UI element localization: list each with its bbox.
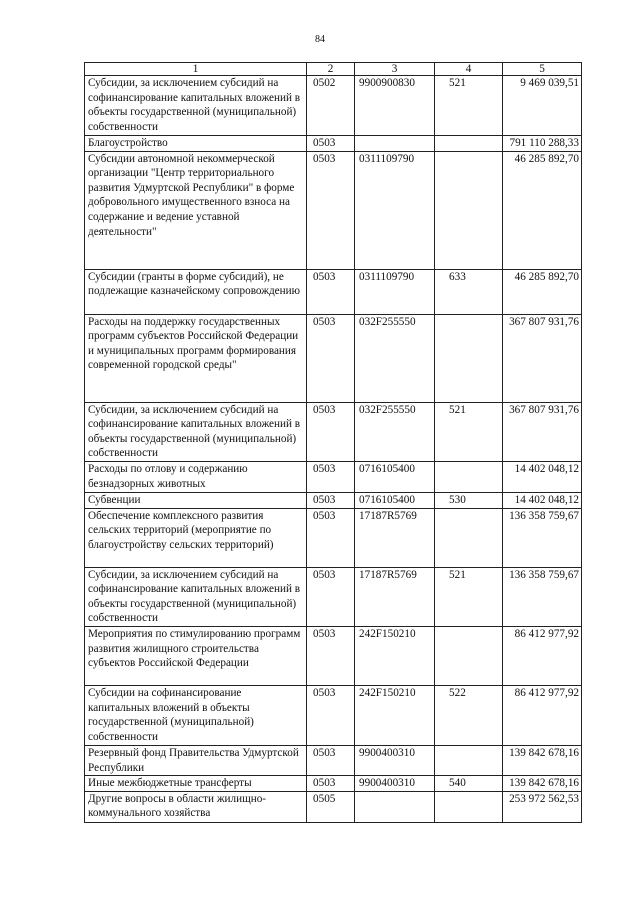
amount-cell: 86 412 977,92 [503,626,582,685]
header-col-1: 1 [85,63,307,76]
item-name-cell: Субсидии, за исключением субсидий на софинансирование капитальных вложений в объекты государственной (муниципальной) собственности [85,76,307,136]
table-row [85,791,582,822]
section-code-cell: 0503 [307,402,355,461]
table-row [85,136,582,152]
table-row [85,461,582,492]
section-code-cell: 0503 [307,461,355,492]
expense-type-cell [435,626,503,685]
table-row [85,492,582,508]
amount-cell: 139 842 678,16 [503,745,582,775]
section-code-cell: 0503 [307,492,355,508]
item-name-cell: Субсидии, за исключением субсидий на софинансирование капитальных вложений в объекты государственной (муниципальной) собственности [85,567,307,626]
amount-cell: 367 807 931,76 [503,402,582,461]
table-row [85,269,582,314]
table-row [85,776,582,792]
amount-cell: 86 412 977,92 [503,685,582,745]
header-row [85,63,582,76]
target-code-cell: 17187R5769 [355,508,435,567]
item-name-cell: Субсидии на софинансирование капитальных вложений в объекты государственной (муниципальной) собственности [85,685,307,745]
budget-table [84,62,582,823]
section-code-cell: 0503 [307,745,355,775]
amount-cell: 14 402 048,12 [503,461,582,492]
expense-type-cell: 540 [435,776,503,792]
amount-cell: 46 285 892,70 [503,269,582,314]
target-code-cell: 0716105400 [355,492,435,508]
section-code-cell: 0503 [307,151,355,269]
expense-type-cell: 521 [435,567,503,626]
target-code-cell: 0311109790 [355,269,435,314]
section-code-cell: 0503 [307,269,355,314]
expense-type-cell: 521 [435,402,503,461]
expense-type-cell [435,508,503,567]
expense-type-cell [435,745,503,775]
target-code-cell: 9900900830 [355,76,435,136]
table-row [85,402,582,461]
target-code-cell: 032F255550 [355,314,435,402]
item-name-cell: Расходы по отлову и содержанию безнадзорных животных [85,461,307,492]
target-code-cell [355,136,435,152]
section-code-cell: 0502 [307,76,355,136]
amount-cell: 139 842 678,16 [503,776,582,792]
section-code-cell: 0505 [307,791,355,822]
table-row [85,567,582,626]
target-code-cell: 242F150210 [355,685,435,745]
item-name-cell: Другие вопросы в области жилищно-коммунального хозяйства [85,791,307,822]
target-code-cell: 0716105400 [355,461,435,492]
expense-type-cell [435,314,503,402]
amount-cell: 136 358 759,67 [503,567,582,626]
target-code-cell: 032F255550 [355,402,435,461]
item-name-cell: Субвенции [85,492,307,508]
target-code-cell [355,791,435,822]
item-name-cell: Благоустройство [85,136,307,152]
item-name-cell: Субсидии (гранты в форме субсидий), не подлежащие казначейскому сопровождению [85,269,307,314]
expense-type-cell [435,461,503,492]
page-number: 84 [315,34,325,45]
amount-cell: 136 358 759,67 [503,508,582,567]
section-code-cell: 0503 [307,136,355,152]
amount-cell: 791 110 288,33 [503,136,582,152]
expense-type-cell [435,136,503,152]
amount-cell: 14 402 048,12 [503,492,582,508]
expense-type-cell: 522 [435,685,503,745]
section-code-cell: 0503 [307,508,355,567]
table-row [85,745,582,775]
item-name-cell: Расходы на поддержку государственных программ субъектов Российской Федерации и муниципальных программ формирования современной городской среды" [85,314,307,402]
header-col-2: 2 [307,63,355,76]
header-col-4: 4 [435,63,503,76]
section-code-cell: 0503 [307,626,355,685]
amount-cell: 46 285 892,70 [503,151,582,269]
target-code-cell: 9900400310 [355,745,435,775]
item-name-cell: Иные межбюджетные трансферты [85,776,307,792]
section-code-cell: 0503 [307,776,355,792]
amount-cell: 9 469 039,51 [503,76,582,136]
amount-cell: 367 807 931,76 [503,314,582,402]
target-code-cell: 9900400310 [355,776,435,792]
expense-type-cell: 530 [435,492,503,508]
expense-type-cell [435,791,503,822]
target-code-cell: 242F150210 [355,626,435,685]
expense-type-cell [435,151,503,269]
item-name-cell: Обеспечение комплексного развития сельских территорий (мероприятие по благоустройству сельских территорий) [85,508,307,567]
item-name-cell: Мероприятия по стимулированию программ развития жилищного строительства субъектов Российской Федерации [85,626,307,685]
table-row [85,508,582,567]
table-row [85,76,582,136]
table-row [85,314,582,402]
item-name-cell: Субсидии, за исключением субсидий на софинансирование капитальных вложений в объекты государственной (муниципальной) собственности [85,402,307,461]
expense-type-cell: 633 [435,269,503,314]
item-name-cell: Резервный фонд Правительства Удмуртской Республики [85,745,307,775]
target-code-cell: 17187R5769 [355,567,435,626]
table-row [85,151,582,269]
table-row [85,685,582,745]
section-code-cell: 0503 [307,567,355,626]
item-name-cell: Субсидии автономной некоммерческой организации "Центр территориального развития Удмуртской Республики" в форме добровольного имущественного взноса на содержание и ведение уставной деятельности" [85,151,307,269]
target-code-cell: 0311109790 [355,151,435,269]
amount-cell: 253 972 562,53 [503,791,582,822]
table-row [85,626,582,685]
header-col-5: 5 [503,63,582,76]
header-col-3: 3 [355,63,435,76]
section-code-cell: 0503 [307,685,355,745]
expense-type-cell: 521 [435,76,503,136]
section-code-cell: 0503 [307,314,355,402]
